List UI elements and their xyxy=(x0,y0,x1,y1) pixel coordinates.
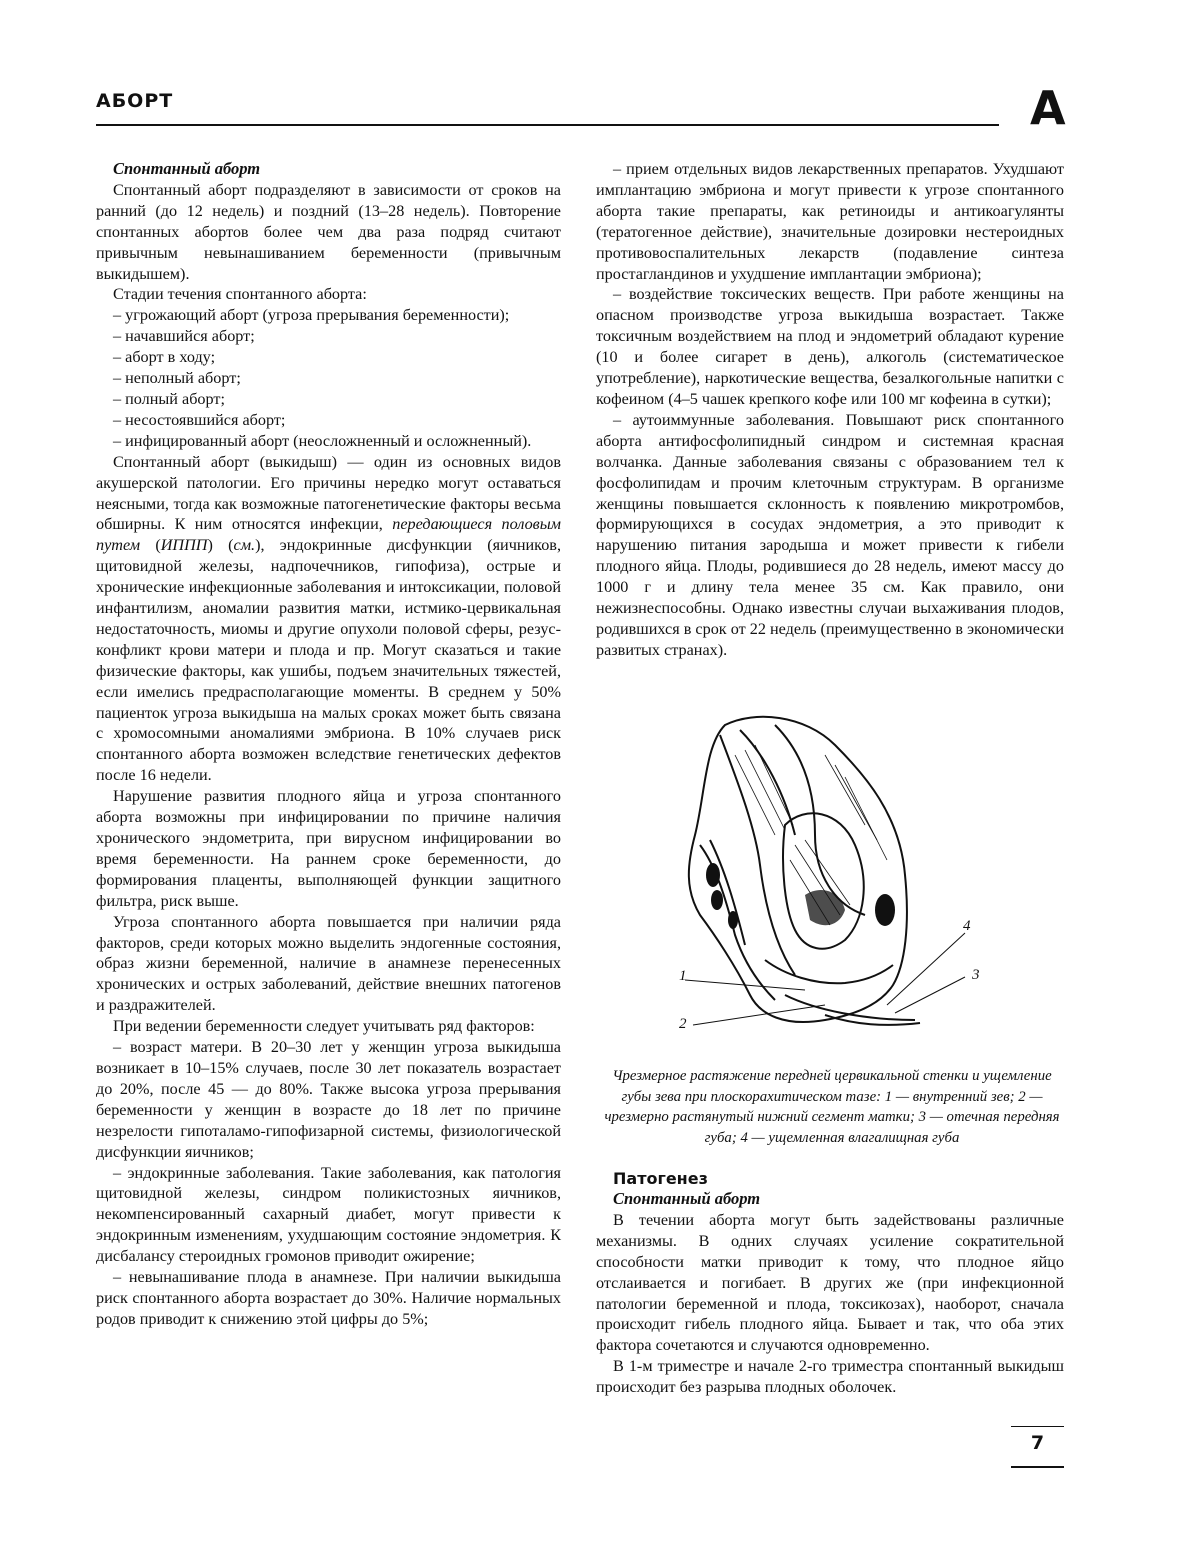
stages-intro: Стадии течения спонтанного аборта: xyxy=(113,285,367,304)
paragraph: В течении аборта могут быть задействованы различные механизмы. В одних случаях усиление сократительной способности матки приводит к тому, что плодное яйцо отслаивается и погибает. В других же (при инфекционной патологии беременной и плода, токсикозах), наоборот, сначала происходит гибель плодного яйца. Бывает и так, что оба этих фактора сочетаются и случаются одновременно. xyxy=(596,1210,1064,1355)
list-item: – неполный аборт; xyxy=(113,369,241,388)
list-item: – аборт в ходу; xyxy=(113,348,216,367)
paragraph: В 1-м триместре и начале 2-го триместра спонтанный выкидыш происходит без разрыва плодных оболочек. xyxy=(596,1357,1064,1397)
footer-rule-top xyxy=(1011,1426,1064,1427)
paragraph: – прием отдельных видов лекарственных препаратов. Ухудшают имплантацию эмбриона и могут привести к угрозе спонтанного аборта такие препараты, как ретиноиды и антикоагулянты (тератогенное действие), значительные дозировки нестероидных противовоспалительных лекарств (подавление синтеза простагландинов и ухудшение имплантации эмбриона); xyxy=(596,160,1064,283)
right-column-top xyxy=(596,159,1064,661)
paragraph: – возраст матери. В 20–30 лет у женщин угроза выкидыша возникает в 10–15% случаев, после 30 лет показатель возрастает до 20%, после 45 — до 80%. Также высока угроза прерывания беременности у женщин в возрасте до 18 лет по причине незрелости гипоталамо-гипофизарной системы, физиологической дисфункции яичников; xyxy=(96,1038,561,1161)
text-run-italic: см. xyxy=(233,536,256,555)
list-item: – полный аборт; xyxy=(113,389,225,408)
figure-label-1: 1 xyxy=(679,968,687,984)
figure-caption: Чрезмерное растяжение передней цервикальной стенки и ущемление губы зева при плоскорахитическом тазе: 1 — внутренний зев; 2 — чрезмерно растянутый нижний сегмент матки; 3 — отечная передняя губа; 4 — ущемленная влагалищная губа xyxy=(604,1068,1060,1146)
figure-illustration xyxy=(665,715,980,1040)
text-run-italic: передающиеся половым путем xyxy=(96,515,561,555)
figure-label-4: 4 xyxy=(963,918,971,934)
text-run: ) ( xyxy=(207,536,234,555)
paragraph: При ведении беременности следует учитывать ряд факторов: xyxy=(113,1017,535,1036)
text-run: ), эндокринные дисфункции (яичников, щитовидной железы, надпочечников, гипофиза), острые и хронические инфекционные заболевания и интоксикации, половой инфантилизм, аномалии развития матки, истмико-цервикальная недостаточность, миомы и другие опухоли половой сферы, резус-конфликт крови матери и плода и пр. Могут сказаться и такие физические факторы, как ушибы, подъем значительных тяжестей, если имелись предрасполагающие моменты. В среднем у 50% пациенток угроза выкидыша на малых сроках может быть связана с хромосомными аномалиями эмбриона. В 10% случаев риск спонтанного аборта возможен вследствие генетических дефектов после 16 недели. xyxy=(96,536,561,785)
list-item: – несостоявшийся аборт; xyxy=(113,410,286,429)
paragraph xyxy=(96,452,561,787)
section-heading: Патогенез xyxy=(613,1169,708,1188)
figure-label-3: 3 xyxy=(972,967,980,983)
subheading: Спонтанный аборт xyxy=(113,159,261,178)
text-run: ( xyxy=(140,536,161,555)
page-number: 7 xyxy=(1030,1432,1045,1454)
left-column xyxy=(96,159,561,1330)
paragraph: – невынашивание плода в анамнезе. При наличии выкидыша риск спонтанного аборта возрастает до 30%. Наличие нормальных родов приводит к снижению этой цифры до 5%; xyxy=(96,1268,561,1328)
list-item: – начавшийся аборт; xyxy=(113,327,255,346)
right-column-bottom xyxy=(596,1168,1064,1398)
running-head: АБОРТ xyxy=(96,90,174,112)
figure-label-2: 2 xyxy=(679,1016,687,1032)
paragraph: Спонтанный аборт подразделяют в зависимости от сроков на ранний (до 12 недель) и поздний (13–28 недель). Повторение спонтанных абортов более чем два раза подряд считают привычным невынашиванием беременности (привычным выкидышем). xyxy=(96,180,561,283)
subheading: Спонтанный аборт xyxy=(613,1189,761,1208)
paragraph: Нарушение развития плодного яйца и угроза спонтанного аборта возможны при инфицировании по причине наличия хронического эндометрита, при вирусном инфицировании во время беременности. На раннем сроке беременности, до формирования плаценты, выполняющей функции защитного фильтра, риск выше. xyxy=(96,787,561,910)
paragraph: Угроза спонтанного аборта повышается при наличии ряда факторов, среди которых можно выделить эндогенные состояния, образ жизни беременной, наличие в анамнезе перенесенных хронических и острых заболеваний, действие внешних патогенов и раздражителей. xyxy=(96,912,561,1015)
text-run-italic: ИППП xyxy=(160,536,208,555)
list-item: – инфицированный аборт (неосложненный и осложненный). xyxy=(113,431,532,450)
anatomical-drawing xyxy=(665,715,980,1040)
list-item: – угрожающий аборт (угроза прерывания беременности); xyxy=(113,306,510,325)
paragraph: – воздействие токсических веществ. При работе женщины на опасном производстве угроза выкидыша возрастает. Также токсичным воздействием на плод и эндометрий обладают курение (10 и более сигарет в день), алкоголь (систематическое употребление), наркотические вещества, безалкогольные напитки с кофеином (4–5 чашек крепкого кофе или 100 мг кофеина в сутки); xyxy=(596,285,1064,408)
section-letter: А xyxy=(1030,81,1066,135)
paragraph: – аутоиммунные заболевания. Повышают риск спонтанного аборта антифосфолипидный синдром и системная красная волчанка. Данные заболевания связаны с образованием тел к фосфолипидам и прочим клеточным структурам. В организме женщины повышается склонность к появлению микротромбов, формирующихся в сосудах эндометрия, а это приводит к нарушению питания зародыша и может привести к гибели плодного яйца. Плоды, родившиеся до 28 недель, имеют массу до 1000 г и длину тела менее 35 см. Как правило, они нежизнеспособны. Однако известны случаи выхаживания плодов, родившихся в срок от 22 недель (преимущественно в экономически развитых странах). xyxy=(596,410,1064,659)
head-rule xyxy=(96,124,999,126)
paragraph: – эндокринные заболевания. Такие заболевания, как патология щитовидной железы, синдром поликистозных яичников, некомпенсированный сахарный диабет, могут привести к эндокринным изменениям, ухудшающим состояние эндометрия. К дисбалансу стероидных громонов приводит ожирение; xyxy=(96,1163,561,1266)
text-run: Спонтанный аборт (выкидыш) — один из основных видов акушерской патологии. Его причины нередко могут оставаться неясными, тогда как возможные патогенетические факторы весьма обширны. К ним относятся инфекции, xyxy=(96,452,561,534)
footer-rule-bottom xyxy=(1011,1466,1064,1468)
